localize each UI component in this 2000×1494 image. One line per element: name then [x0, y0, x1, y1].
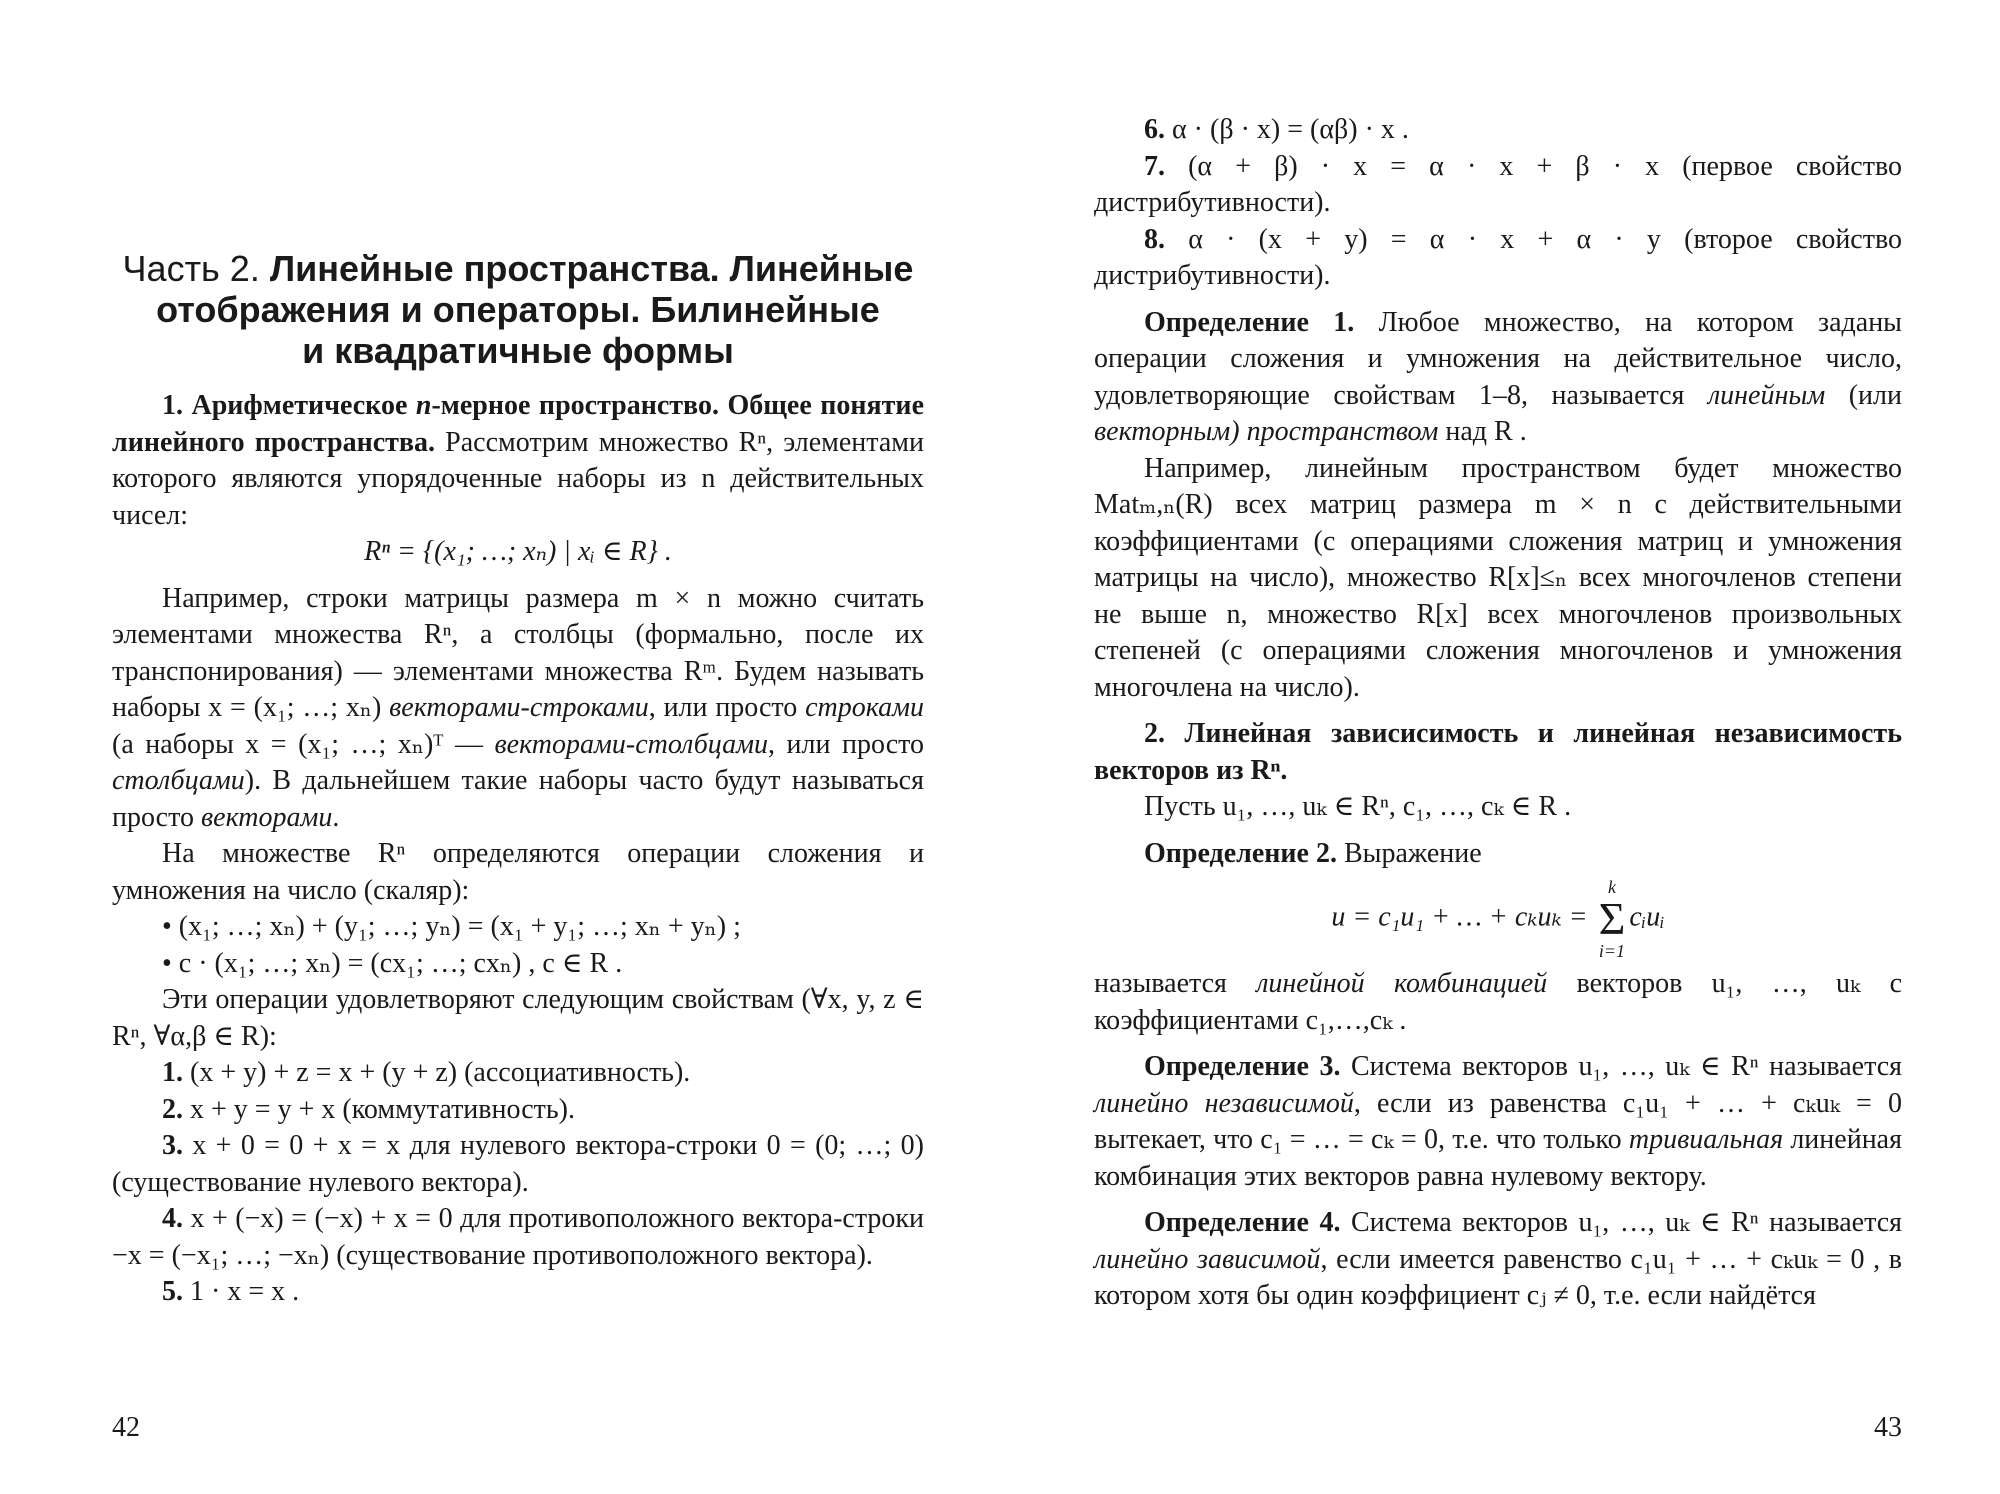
chapter-title-line1: Линейные пространства. Линейные [269, 248, 914, 289]
example-paragraph [112, 581, 924, 837]
properties-intro: Эти операции удовлетворяют следующим свойствам (∀x, y, z ∈ Rⁿ, ∀α,β ∈ R): [112, 984, 924, 1052]
section1-paragraph [112, 388, 924, 534]
property-5-num: 5. [162, 1276, 183, 1307]
property-8-text: α · (x + y) = α · x + α · y (второе свойство дистрибутивности). [1094, 223, 1902, 291]
definition-2 [1094, 836, 1902, 873]
property-4-num: 4. [162, 1203, 183, 1234]
section1-title-b: -мерное пространство. Общее понятие линейного пространства. [112, 390, 924, 458]
definition-1-text-b: (или [1825, 379, 1902, 411]
section2-title [1094, 716, 1902, 789]
example-italic-4: столбцами [112, 765, 245, 796]
bullet-scalar: • c · (x₁; …; xₙ) = (cx₁; …; cxₙ) , c ∈ R . [162, 947, 623, 979]
formula-lhs: u = c₁u₁ + … + cₖuₖ = [1331, 901, 1595, 933]
bullet-addition: • (x₁; …; xₙ) + (y₁; …; yₙ) = (x₁ + y₁; …; xₙ + yₙ) ; [162, 911, 741, 942]
definition-3 [1094, 1049, 1902, 1195]
property-2-text: x + y = y + x (коммутативность). [183, 1093, 575, 1125]
lincomb-text-b: векторов u₁, …, uₖ с коэффициентами c₁,…,cₖ . [1094, 968, 1902, 1036]
property-8 [1094, 222, 1902, 295]
definition-2-label: Определение 2. [1144, 837, 1337, 869]
property-6 [1094, 112, 1902, 149]
definition-3-label: Определение 3. [1144, 1051, 1341, 1082]
definition-1 [1094, 305, 1902, 451]
formula-linear-combination [1094, 878, 1902, 960]
definition-3-text-a: Система векторов u₁, …, uₖ ∈ Rⁿ называется [1340, 1051, 1902, 1082]
chapter-title-line2: отображения и операторы. Билинейные [156, 289, 880, 330]
lincomb-italic: линейной комбинацией [1256, 968, 1548, 999]
definition-3-italic-2: тривиальная [1628, 1124, 1784, 1155]
property-1-num: 1. [162, 1057, 183, 1088]
property-5 [112, 1274, 924, 1311]
left-body [112, 388, 924, 1311]
definition-3-italic-1: линейно независимой [1094, 1087, 1354, 1119]
example-text-d: , или просто [768, 728, 924, 760]
definition-3-text-b: , если из равенства c₁u₁ + … + cₖuₖ = 0 вытекает, что c₁ = … = cₖ = 0, т.е. что только [1094, 1087, 1902, 1155]
page-number-right: 43 [1874, 1412, 1902, 1443]
property-1-text: (x + y) + z = x + (y + z) (ассоциативность). [183, 1057, 691, 1088]
example-text-c: (а наборы x = (x₁; …; xₙ)ᵀ — [112, 728, 495, 760]
property-1 [112, 1055, 924, 1092]
formula-rn: Rⁿ = {(x₁; …; xₙ) | xᵢ ∈ R} . [364, 536, 672, 567]
example-italic-1: векторами-строками [389, 692, 649, 723]
definition-2-text: Выражение [1336, 837, 1482, 869]
definition-4-text-b: , если имеется равенство c₁u₁ + … + cₖuₖ = 0 , в котором хотя бы один коэффициент cⱼ ≠ 0, т.е. если найдётся [1094, 1243, 1902, 1311]
sigma-glyph: Σ [1598, 893, 1626, 944]
right-body [1094, 112, 1902, 1315]
example-text-f: . [332, 801, 340, 833]
section1-text: Рассмотрим множество Rⁿ, элементами которого являются упорядоченные наборы из n действительных чисел: [112, 426, 924, 531]
definition-4-italic: линейно зависимой [1094, 1243, 1321, 1275]
property-7-num: 7. [1144, 150, 1165, 182]
example-italic-5: векторами [200, 801, 333, 833]
definition-1-text-a: Любое множество, на котором заданы операции сложения и умножения на действительное число, удовлетворяющие свойствам 1–8, называется [1094, 306, 1902, 411]
formula-rhs: cᵢuᵢ [1629, 901, 1665, 933]
section2-title-text: 2. Линейная зависисимость и линейная независимость векторов из Rⁿ. [1094, 718, 1902, 786]
page-number-left: 42 [112, 1412, 140, 1443]
example-italic-2: строками [805, 692, 925, 723]
property-6-text: α · (β · x) = (αβ) · x . [1165, 114, 1409, 145]
definition-4-text-a: Система векторов u₁, …, uₖ ∈ Rⁿ называется [1340, 1207, 1902, 1238]
property-2-num: 2. [162, 1093, 183, 1125]
example-italic-3: векторами-столбцами [494, 728, 769, 760]
chapter-part: Часть 2. [122, 248, 270, 289]
property-7 [1094, 149, 1902, 222]
let-paragraph: Пусть u₁, …, uₖ ∈ Rⁿ, c₁, …, cₖ ∈ R . [1144, 791, 1572, 822]
property-2 [112, 1092, 924, 1129]
definition-1-text-c: над R . [1438, 416, 1527, 447]
example-text-e: ). В дальнейшем такие наборы часто будут называться просто [112, 765, 924, 833]
lincomb-text-a: называется [1094, 968, 1257, 999]
property-4 [112, 1201, 924, 1274]
chapter-title-line3: и квадратичные формы [302, 330, 734, 371]
property-5-text: 1 · x = x . [183, 1276, 300, 1307]
definition-1-italic-1: линейным [1707, 379, 1826, 411]
right-page [1000, 0, 2000, 1494]
section1-title-n: n [415, 390, 432, 421]
property-7-text: (α + β) · x = α · x + β · x (первое свойство дистрибутивности). [1094, 150, 1902, 218]
property-8-num: 8. [1144, 223, 1165, 255]
property-3-text: x + 0 = 0 + x = x для нулевого вектора-строки 0 = (0; …; 0) (существование нулевого вектора). [112, 1130, 924, 1198]
definition-3-text-c: линейная комбинация этих векторов равна нулевому вектору. [1094, 1124, 1902, 1192]
sigma-upper-limit: k [1607, 877, 1616, 897]
section1-title-a: 1. Арифметическое [162, 390, 416, 421]
definition-1-label: Определение 1. [1144, 306, 1355, 338]
sigma-symbol [1599, 878, 1626, 960]
example-text-b: , или просто [648, 692, 806, 723]
definition-1-italic-2: векторным) пространством [1094, 416, 1439, 447]
property-3-num: 3. [162, 1130, 183, 1161]
example-text-a: Например, строки матрицы размера m × n можно считать элементами множества Rⁿ, а столбцы (формально, после их транспонирования) — элементами множества Rᵐ. Будем называть наборы x = (x₁; …; xₙ) [112, 582, 924, 723]
property-3 [112, 1128, 924, 1201]
operations-paragraph: На множестве Rⁿ определяются операции сложения и умножения на число (скаляр): [112, 838, 924, 906]
chapter-heading [112, 248, 924, 371]
property-6-num: 6. [1144, 114, 1165, 145]
linear-combination-paragraph [1094, 966, 1902, 1039]
sigma-lower-limit: i=1 [1598, 941, 1626, 961]
example-2-paragraph: Например, линейным пространством будет множество Matₘ,ₙ(R) всех матриц размера m × n с действительными коэффициентами (с операциями сложения матриц и умножения матрицы на число), множество R[x]≤ₙ всех многочленов степени не выше n, множество R[x] всех многочленов произвольных степеней (с операциями сложения многочленов и умножения многочлена на число). [1094, 452, 1902, 703]
definition-4 [1094, 1205, 1902, 1315]
property-4-text: x + (−x) = (−x) + x = 0 для противоположного вектора-строки −x = (−x₁; …; −xₙ) (существование противоположного вектора). [112, 1203, 924, 1271]
definition-4-label: Определение 4. [1144, 1207, 1341, 1238]
